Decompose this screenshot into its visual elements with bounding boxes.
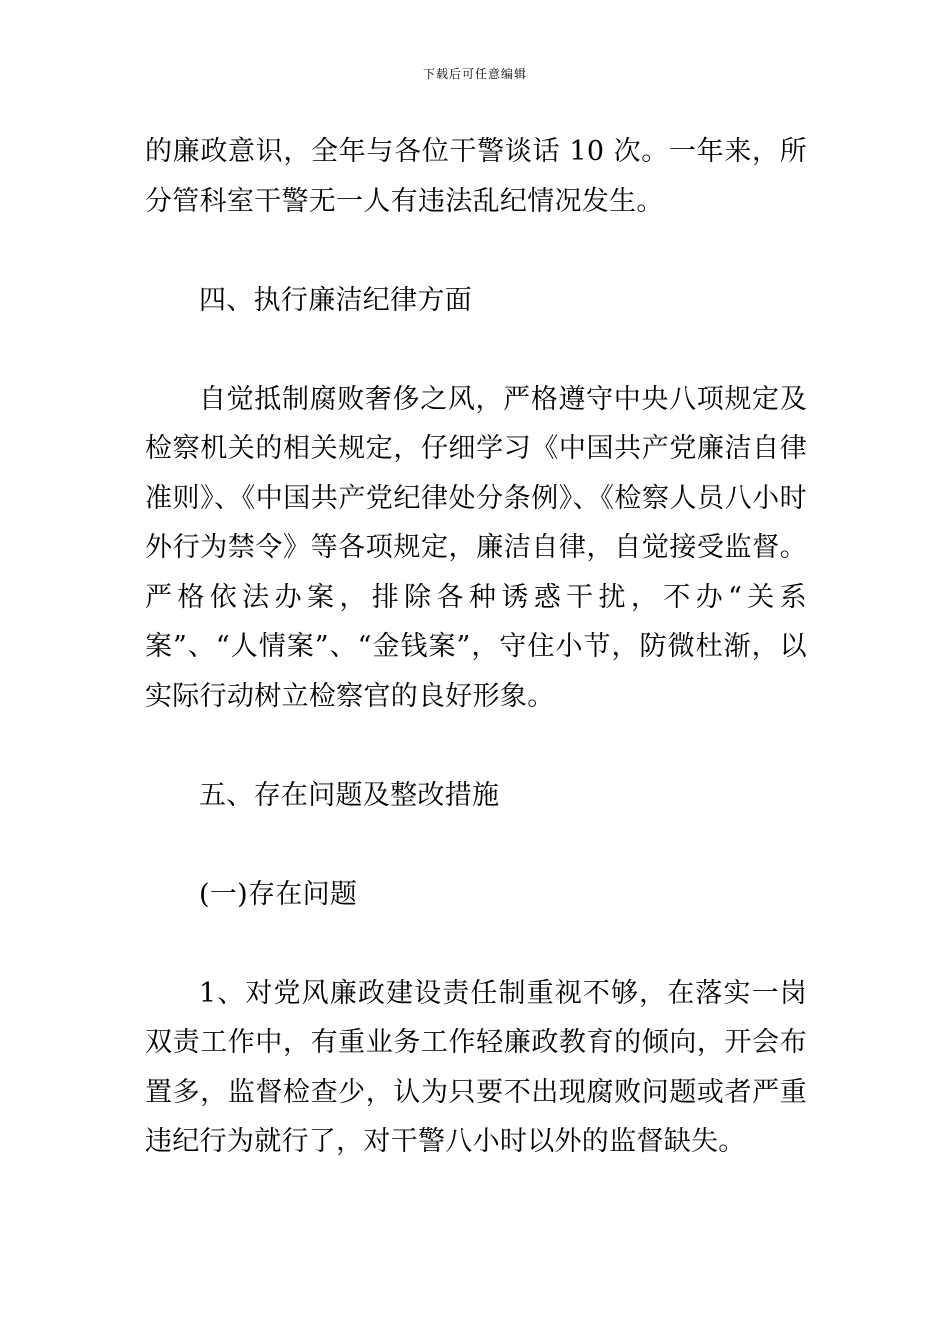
paragraph-problem-1: 1、对党风廉政建设责任制重视不够，在落实一岗双责工作中，有重业务工作轻廉政教育的倾向，开会布置多，监督检查少，认为只要不出现腐败问题或者严重违纪行为就行了，对干警八小时以外的监督缺失。 bbox=[145, 977, 807, 1157]
section-heading-problems: 五、存在问题及整改措施 bbox=[199, 779, 500, 811]
document-body bbox=[145, 127, 807, 1167]
page-header-note: 下载后可任意编辑 bbox=[422, 67, 527, 81]
section-heading-discipline: 四、执行廉洁纪律方面 bbox=[199, 284, 472, 316]
subheading-existing-problems: (一)存在问题 bbox=[199, 878, 358, 910]
paragraph-integrity-awareness: 的廉政意识，全年与各位干警谈话 10 次。一年来，所分管科室干警无一人有违法乱纪情况发生。 bbox=[145, 136, 807, 217]
paragraph-discipline: 自觉抵制腐败奢侈之风，严格遵守中央八项规定及检察机关的相关规定，仔细学习《中国共产党廉洁自律准则》、《中国共产党纪律处分条例》、《检察人员八小时外行为禁令》等各项规定，廉洁自律，自觉接受监督。严格依法办案，排除各种诱惑干扰，不办“关系案”、“人情案”、“金钱案”，守住小节，防微杜渐，以实际行动树立检察官的良好形象。 bbox=[145, 383, 807, 712]
